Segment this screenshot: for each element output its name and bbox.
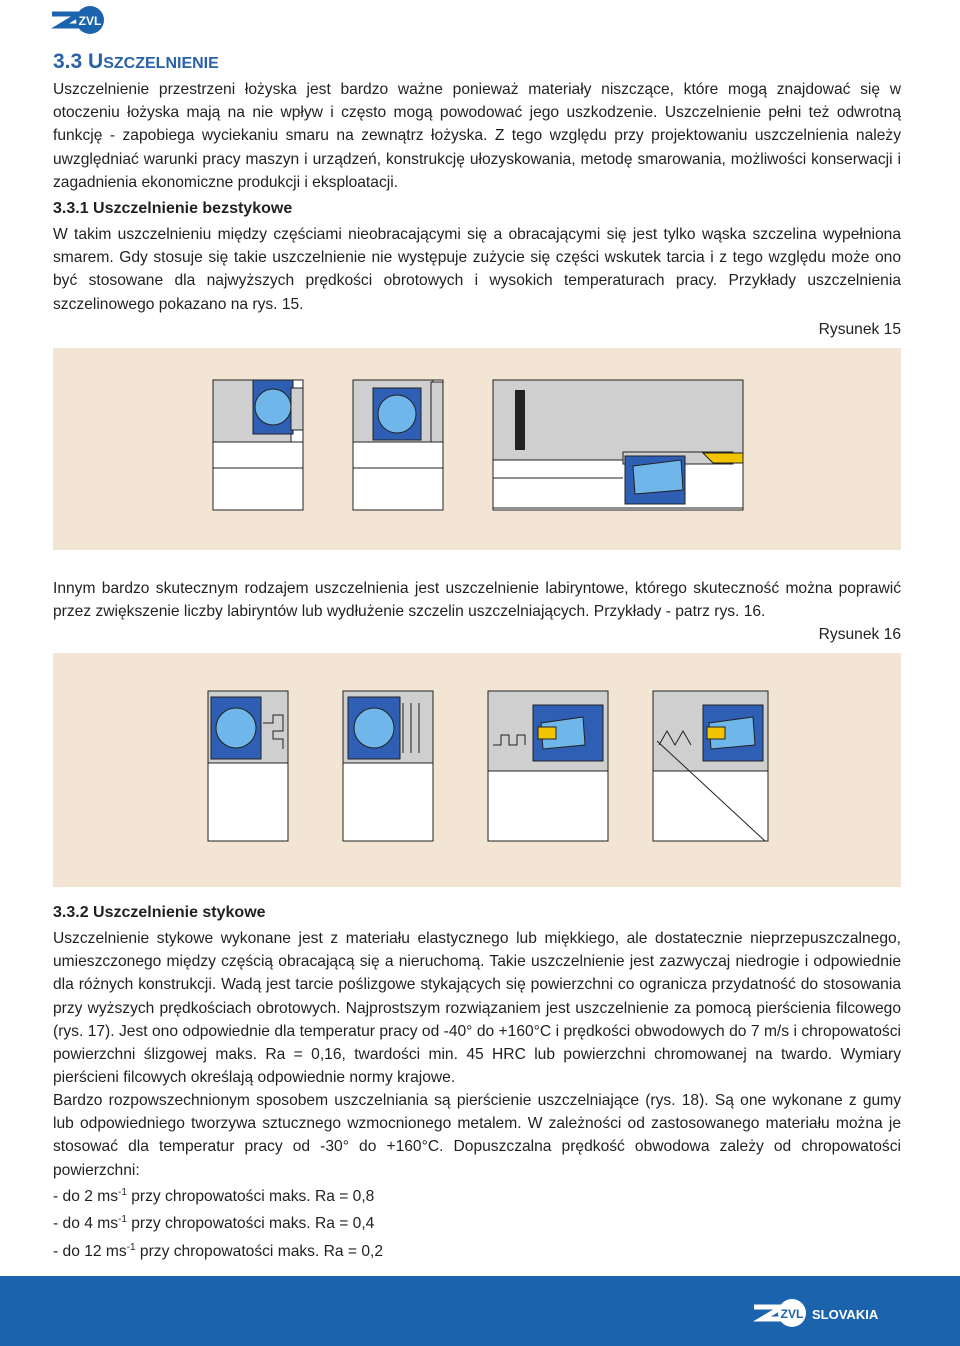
contact-paragraph-2: Bardzo rozpowszechnionym sposobem uszczelniania są pierścienie uszczelniające (rys. 18). Są one wykonane z gumy lub odpowiedniego tworzywa sztucznego wzmocnionego metalem. W zależności od zastosowanego materiału można je stosować dla temperatur pracy od -30° do +160°C. Dopuszczalna prędkość obwodowa zależy od chropowatości powierzchni: <box>53 1092 901 1179</box>
section-title-rest: SZCZELNIENIE <box>103 55 219 72</box>
section-title-first: U <box>88 50 104 73</box>
figure-16-caption: Rysunek 16 <box>818 626 901 643</box>
labyrinth-drawing-1 <box>208 691 288 841</box>
contact-paragraph-1: Uszczelnienie stykowe wykonane jest z materiału elastycznego lub miękkiego, ale dostatecznie nieprzepuszczalnego, umieszczonego między częścią obracającą się a nieruchomą. Takie uszczelnienie jest zazwyczaj niedrogie i odpowiednie dla różnych konstrukcji. Wadą jest tarcie poślizgowe stykających się powierzchni co ogranicza przydatność do stosowania przy wyższych prędkościach obrotowych. Najprostszym rozwiązaniem jest uszczelnienie za pomocą pierścienia filcowego (rys. 17). Jest ono odpowiednie dla temperatur pracy od -40° do +160°C i prędkości obwodowych do 7 m/s i chropowatości powierzchni ślizgowej maks. Ra = 0,16, twardości min. 45 HRC lub powierzchni chromowanej na twardo. Wymiary pierścieni filcowych określają odpowiednie normy krajowe. <box>53 930 901 1087</box>
svg-text:ZVL: ZVL <box>780 1307 804 1321</box>
intro-paragraph: Uszczelnienie przestrzeni łożyska jest bardzo ważne ponieważ materiały niszczące, które mogą znajdować się w otoczeniu łożyska mają na nie wpływ i często mogą powodować jego uszkodzenie. Uszczelnienie pełni też odwrotną funkcję - zapobiega wyciekaniu smaru na zewnątrz łożyska. Z tego względu przy projektowaniu uszczelnienia należy uwzględniać warunki pracy maszyn i urządzeń, konstrukcję ułozyskowania, metodę smarowania, możliwości konserwacji i zagadnienia ekonomiczne produkcji i eksploatacji. <box>53 81 901 191</box>
subsection-heading-noncontact: 3.3.1 Uszczelnienie bezstykowe <box>53 200 293 217</box>
zvl-logo <box>50 4 108 36</box>
zvl-slovakia-logo <box>752 1296 902 1330</box>
labyrinth-drawing-3 <box>488 691 608 841</box>
figure-16 <box>53 653 901 887</box>
figure-15-caption: Rysunek 15 <box>818 321 901 338</box>
labyrinth-drawing-4 <box>653 691 768 841</box>
section-number: 3.3 <box>53 50 83 73</box>
footer-bar <box>0 1276 960 1346</box>
list-item: - do 4 $ms^{-1}$ przy chropowatości maks. Ra = 0,4 <box>53 1214 375 1233</box>
logo-text: ZVL <box>78 14 102 28</box>
list-item: - do 12 $ms^{-1}$ przy chropowatości maks. Ra = 0,2 <box>53 1241 384 1260</box>
speed-limit-list <box>53 1181 383 1263</box>
gap-seal-drawing-1 <box>213 380 303 510</box>
labyrinth-paragraph: Innym bardzo skutecznym rodzajem uszczelnienia jest uszczelnienie labiryntowe, którego skuteczność można poprawić przez zwiększenie liczby labiryntów lub wydłużenie szczelin uszczelniających. Przykłady - patrz rys. 16. <box>53 580 901 621</box>
gap-seal-drawing-2 <box>353 380 443 510</box>
figure-15 <box>53 348 901 550</box>
gap-seal-drawing-3 <box>493 380 743 510</box>
svg-text:SLOVAKIA: SLOVAKIA <box>812 1307 879 1322</box>
noncontact-paragraph: W takim uszczelnieniu między częściami nieobracającymi się a obracającymi się jest tylko wąska szczelina wypełniona smarem. Gdy stosuje się takie uszczelnienie nie występuje zużycie się części wskutek tarcia i z tego względu może ono być stosowane dla najwyższych prędkości obrotowych i wysokich temperaturach pracy. Przykłady uszczelnienia szczelinowego pokazano na rys. 15. <box>53 226 901 313</box>
labyrinth-drawing-2 <box>343 691 433 841</box>
section-title <box>53 50 219 74</box>
subsection-heading-contact: 3.3.2 Uszczelnienie stykowe <box>53 904 266 921</box>
list-item: - do 2 $ms^{-1}$ przy chropowatości maks. Ra = 0,8 <box>53 1187 375 1206</box>
